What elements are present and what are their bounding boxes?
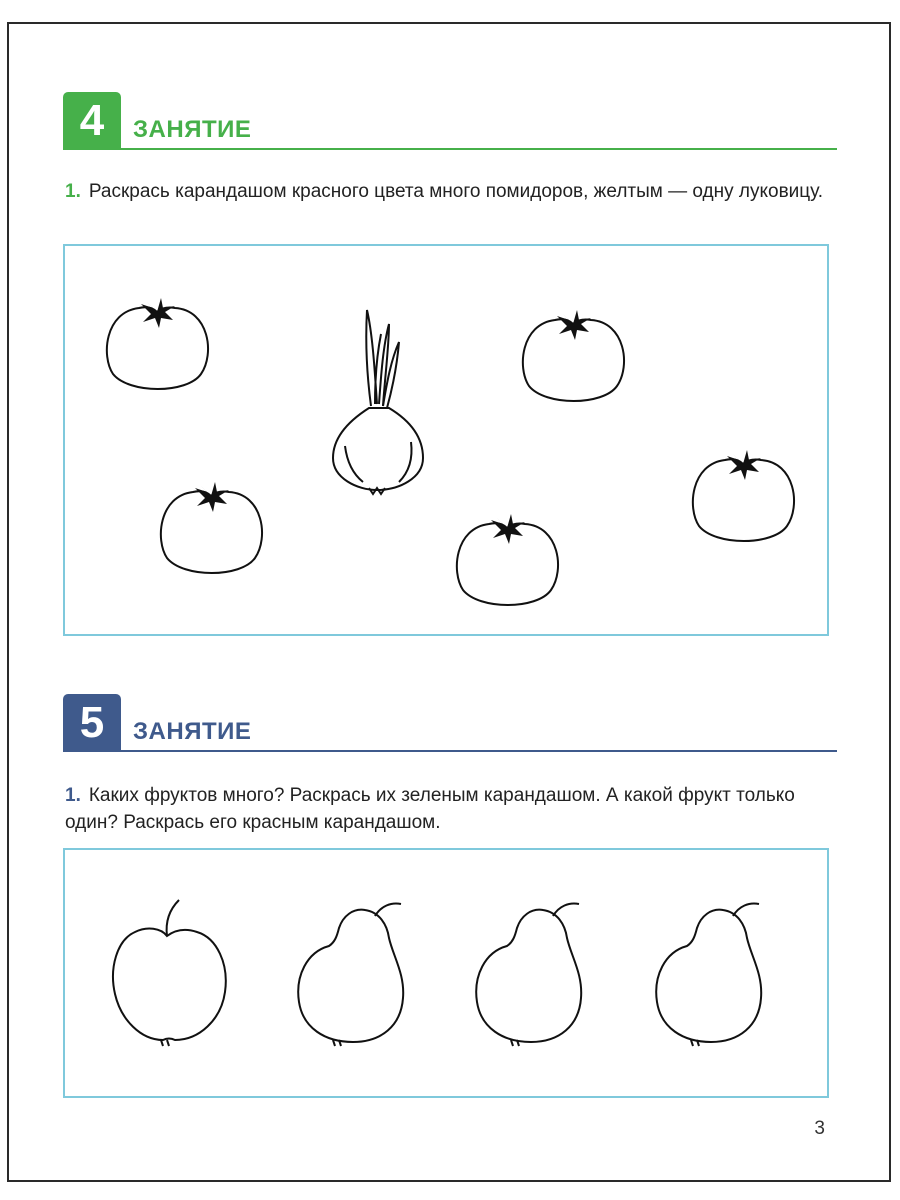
lesson-4-header: [63, 92, 837, 154]
coloring-frame-vegetables: [63, 244, 829, 636]
lesson-5-task-number: 1.: [65, 785, 81, 806]
lesson-5-number-badge: 5: [63, 694, 121, 752]
lesson-4-underline: [121, 148, 837, 150]
lesson-5-title: ЗАНЯТИЕ: [133, 718, 252, 745]
lesson-4-task-number: 1.: [65, 181, 81, 202]
lesson-4-task-text: Раскрась карандашом красного цвета много помидоров, желтым — одну луковицу.: [88, 181, 824, 202]
tomato-icon[interactable]: [161, 482, 262, 573]
apple-icon[interactable]: [113, 900, 226, 1046]
lesson-4-title: ЗАНЯТИЕ: [133, 116, 252, 143]
tomato-icon[interactable]: [693, 450, 794, 541]
pear-icon[interactable]: [476, 904, 581, 1047]
page-number: 3: [814, 1118, 825, 1139]
coloring-frame-fruits: [63, 848, 829, 1098]
tomato-icon[interactable]: [107, 298, 208, 389]
pear-icon[interactable]: [298, 904, 403, 1047]
tomato-icon[interactable]: [457, 514, 558, 605]
lesson-5-header: [63, 694, 837, 756]
onion-icon[interactable]: [333, 310, 423, 494]
lesson-4-task: [65, 178, 835, 205]
lesson-5-task: [65, 782, 835, 836]
tomato-icon[interactable]: [523, 310, 624, 401]
workbook-page: [7, 22, 891, 1182]
lesson-5-task-text: Каких фруктов много? Раскрась их зеленым карандашом. А какой фрукт только один? Раскрась его красным карандашом.: [65, 785, 795, 833]
lesson-5-underline: [121, 750, 837, 752]
lesson-4-number-badge: 4: [63, 92, 121, 150]
pear-icon[interactable]: [656, 904, 761, 1047]
